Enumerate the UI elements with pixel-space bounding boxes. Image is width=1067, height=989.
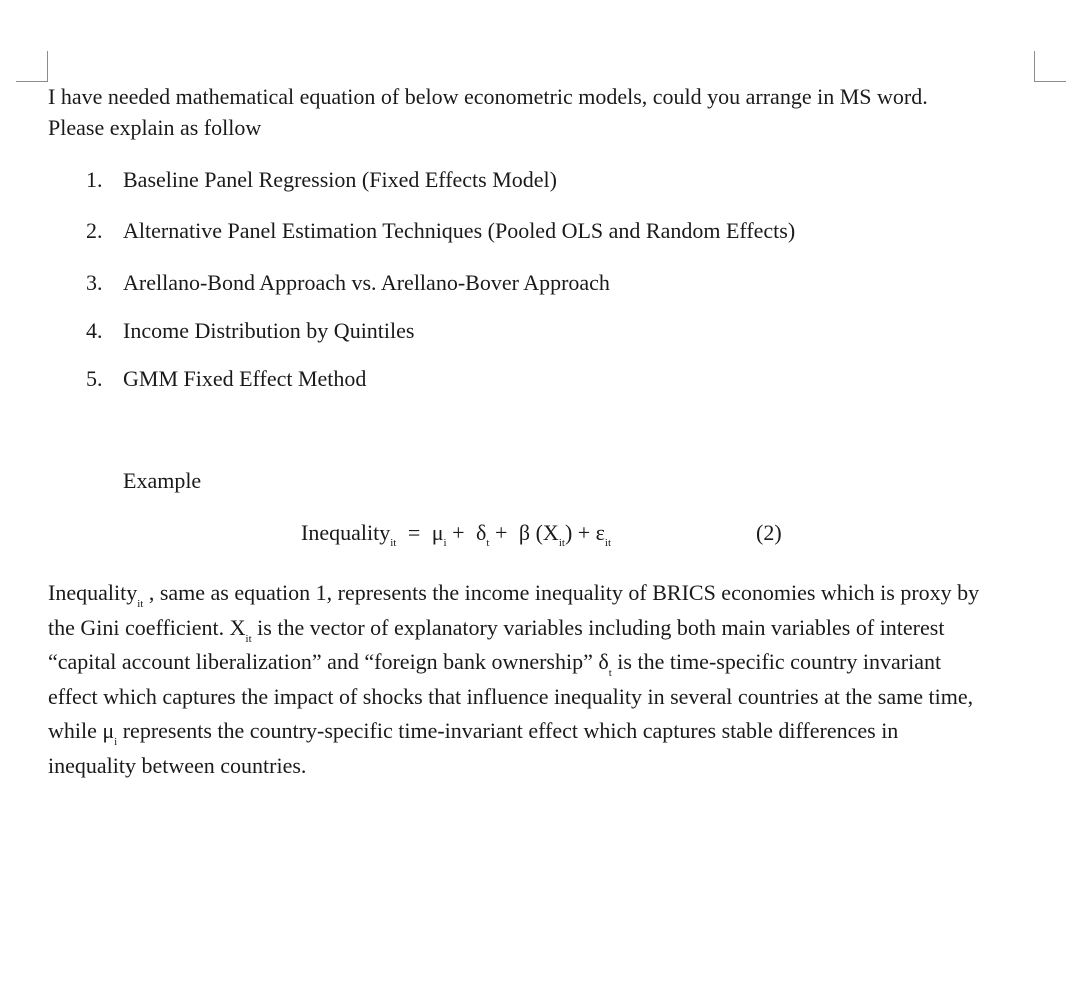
subscript: i [114,736,118,748]
equation-plus: + [452,520,465,545]
equation-plus: + [494,520,508,545]
explanation-paragraph [48,576,1038,783]
paragraph-text: represents the country-specific time-invariant effect which captures stable differences in [117,718,899,743]
paragraph-line [48,714,1038,749]
list-number: 2. [86,218,103,243]
equation-lhs: Inequality [301,520,391,545]
intro-text [48,82,928,144]
equation-beta-term: β (X [518,520,559,545]
paragraph-text: , same as equation 1, represents the income inequality of BRICS economies which is proxy by [143,580,980,605]
list-number: 1. [86,167,103,192]
equation-delta-subscript: t [486,537,490,549]
paragraph-line: inequality between countries. [48,752,307,778]
subscript: it [245,632,252,645]
subscript: t [608,667,612,679]
list-label: Arellano-Bond Approach vs. Arellano-Bover Approach [123,270,610,295]
list-number: 3. [86,270,103,295]
equation-mu-subscript: i [443,537,447,549]
example-label: Example [123,468,202,493]
list-number: 4. [86,318,103,343]
subscript: it [137,598,144,610]
list-label: GMM Fixed Effect Method [123,366,367,391]
paragraph-text: Inequality [48,580,138,605]
paragraph-line [48,576,1038,611]
paragraph-text: the Gini coefficient. X [48,614,246,640]
list-label: Alternative Panel Estimation Techniques (Pooled OLS and Random Effects) [123,218,796,243]
crop-mark-top-right [1034,51,1066,82]
equation-lhs-subscript: it [390,537,397,549]
paragraph-line [48,611,1038,646]
paragraph-line [48,645,1038,680]
equation-delta: δ [476,520,487,545]
equation-epsilon-term: ) + ε [564,520,605,545]
paragraph-line: effect which captures the impact of shocks that influence inequality in several countries at the same time, [48,683,974,709]
equation-equals: = [407,520,421,545]
paragraph-text: while μ [48,718,115,743]
equation [301,518,611,548]
equation-x-subscript: it [558,537,565,549]
intro-line-1: I have needed mathematical equation of below econometric models, could you arrange in MS word. [48,84,928,109]
paragraph-text: “capital account liberalization” and “foreign bank ownership” δ [48,649,609,674]
crop-mark-top-left [16,51,48,82]
list-label: Baseline Panel Regression (Fixed Effects Model) [123,167,557,192]
intro-line-2: Please explain as follow [48,115,262,140]
paragraph-text: is the vector of explanatory variables including both main variables of interest [251,614,945,640]
paragraph-text: is the time-specific country invariant [611,649,942,674]
equation-epsilon-subscript: it [604,537,612,549]
equation-mu: μ [431,520,444,545]
list-number: 5. [86,366,103,391]
equation-number: (2) [756,520,782,545]
list-label: Income Distribution by Quintiles [123,318,415,343]
